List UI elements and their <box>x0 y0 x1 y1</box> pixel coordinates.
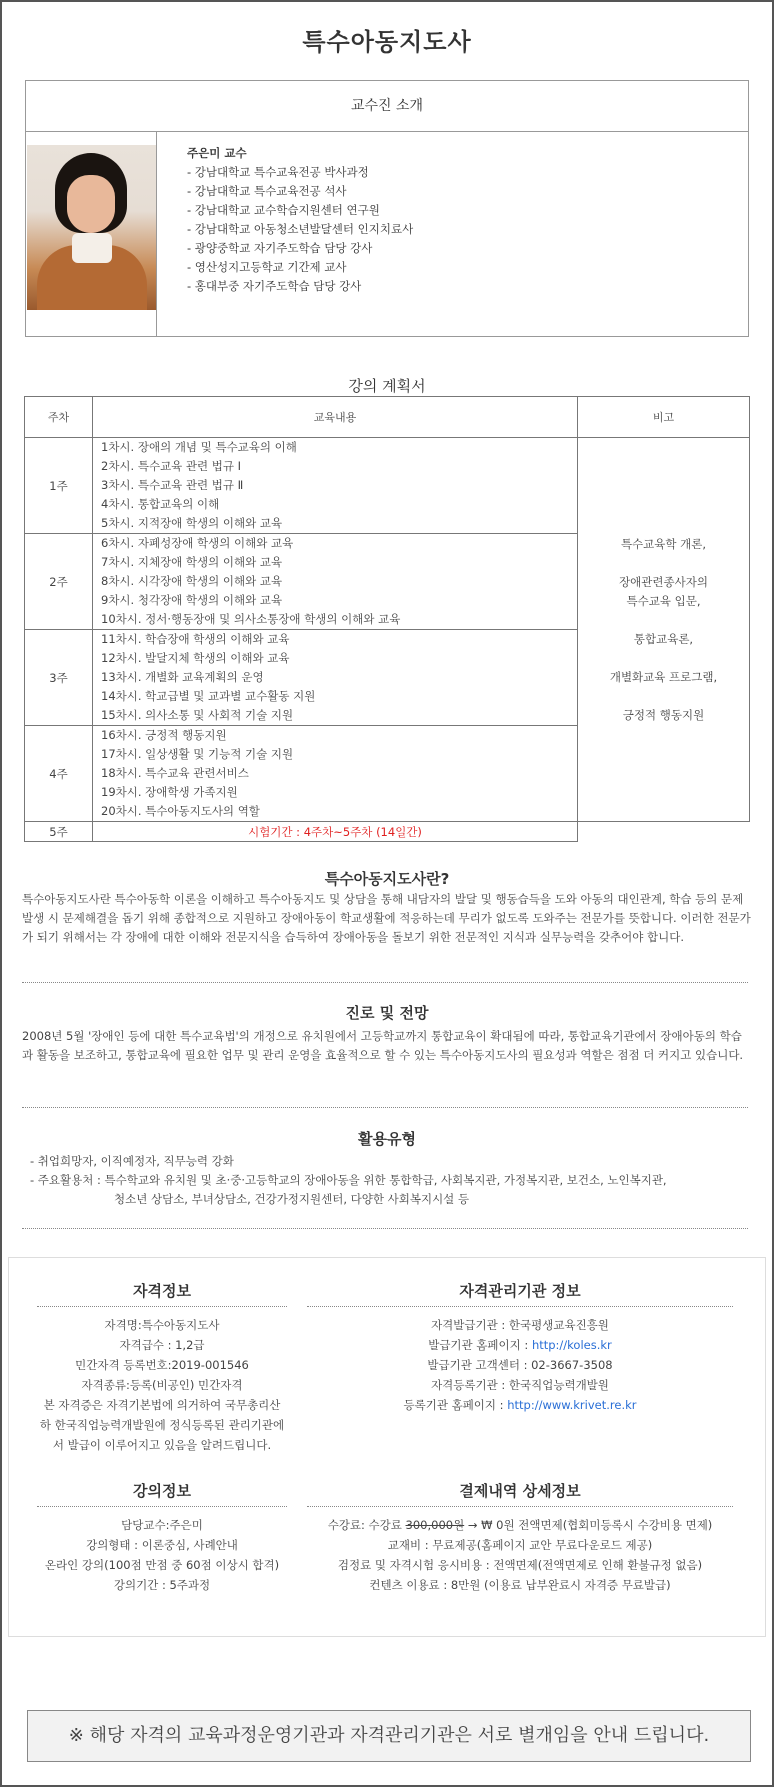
faculty-heading: 교수진 소개 <box>26 81 748 132</box>
faculty-box <box>25 80 749 337</box>
table-row-exam <box>25 822 750 842</box>
registrar-homepage-link[interactable]: http://www.krivet.re.kr <box>507 1398 637 1412</box>
professor-photo <box>27 145 156 310</box>
lesson-item: 19차시. 장애학생 가족지원 <box>101 785 238 799</box>
note-spacer <box>578 687 749 706</box>
professor-bio <box>187 144 413 296</box>
note-cell <box>578 438 750 822</box>
plan-table <box>24 396 750 842</box>
payment-info-line: 컨텐츠 이용료 : 8만원 (이용료 납부완료시 자격증 무료발급) <box>369 1578 671 1592</box>
cert-info-line: 자격종류:등록(비공인) 민간자격 <box>81 1378 243 1392</box>
week-cell: 2주 <box>25 534 93 630</box>
note-spacer <box>578 649 749 668</box>
week-cell: 5주 <box>25 822 93 842</box>
fee-line <box>307 1515 733 1535</box>
payment-info-title: 결제내역 상세정보 <box>307 1480 733 1507</box>
note-line: 통합교육론, <box>633 631 694 646</box>
lecture-info-title: 강의정보 <box>37 1480 287 1507</box>
lesson-item: 16차시. 긍정적 행동지원 <box>101 728 227 742</box>
content-cell <box>93 534 578 630</box>
header-note: 비고 <box>578 397 750 438</box>
lecture-info-line: 담당교수:주은미 <box>121 1518 203 1532</box>
week-cell: 4주 <box>25 726 93 822</box>
lesson-item: 7차시. 지체장애 학생의 이해와 교육 <box>101 555 283 569</box>
agency-info <box>307 1280 733 1415</box>
table-row <box>25 438 750 534</box>
content-cell <box>93 726 578 822</box>
cert-info-line: 하 한국직업능력개발원에 정식등록된 관리기관에 <box>39 1418 285 1432</box>
bio-line: - 영산성지고등학교 기간제 교사 <box>187 260 347 274</box>
lesson-item: 17차시. 일상생활 및 기능적 기술 지원 <box>101 747 294 761</box>
agency-info-title: 자격관리기관 정보 <box>307 1280 733 1307</box>
lesson-item: 20차시. 특수아동지도사의 역할 <box>101 804 260 818</box>
lesson-item: 18차시. 특수교육 관련서비스 <box>101 766 249 780</box>
usage-label: - 주요활용처 : <box>30 1173 105 1187</box>
bio-line: - 강남대학교 교수학습지원센터 연구원 <box>187 203 380 217</box>
divider <box>22 982 748 983</box>
homepage-label: 등록기관 홈페이지 : <box>403 1398 508 1412</box>
divider <box>22 1107 748 1108</box>
lesson-item: 12차시. 발달지체 학생의 이해와 교육 <box>101 651 290 665</box>
divider <box>22 1228 748 1229</box>
agency-info-line: 발급기관 고객센터 : 02-3667-3508 <box>427 1358 613 1372</box>
lesson-item: 8차시. 시각장애 학생의 이해와 교육 <box>101 574 283 588</box>
fee-original: 300,000원 <box>405 1518 465 1532</box>
note-line: 장애관련종사자의 <box>619 574 708 589</box>
exam-period: 시험기간 : 4주차~5주차 (14일간) <box>93 822 578 842</box>
usage-title: 활용유형 <box>358 1130 416 1148</box>
bio-line: - 강남대학교 특수교육전공 석사 <box>187 184 347 198</box>
lecture-info-line: 온라인 강의(100점 만점 중 60점 이상시 합격) <box>44 1558 280 1572</box>
cert-info-title: 자격정보 <box>37 1280 287 1307</box>
lesson-item: 4차시. 통합교육의 이해 <box>101 497 220 511</box>
lesson-item: 9차시. 청각장애 학생의 이해와 교육 <box>101 593 283 607</box>
lesson-item: 11차시. 학습장애 학생의 이해와 교육 <box>101 632 290 646</box>
lesson-item: 5차시. 지적장애 학생의 이해와 교육 <box>101 516 283 530</box>
registrar-homepage-line <box>307 1395 733 1415</box>
info-panel <box>8 1257 766 1637</box>
about-title: 특수아동지도사란? <box>324 870 450 888</box>
bio-line: - 홍대부중 자기주도학습 담당 강사 <box>187 279 362 293</box>
bio-line: - 광양중학교 자기주도학습 담당 강사 <box>187 241 373 255</box>
career-text: 2008년 5월 '장애인 등에 대한 특수교육법'의 개정으로 유치원에서 고등학교까지 통합교육이 확대됨에 따라, 통합교육기관에서 장애아동의 학습과 활동을 보조하고, 통합교육에 필요한 업무 및 관리 운영을 효율적으로 할 수 있는 특수아동지도사의 필요성과 역할은 점점 더 커지고 있습니다. <box>22 1029 744 1062</box>
usage-line: - 취업희망자, 이직예정자, 직무능력 강화 <box>30 1154 234 1168</box>
fee-suffix: → ₩ 0원 전액면제(협회미등록시 수강비용 면제) <box>464 1518 713 1532</box>
fee-prefix: 수강료: 수강료 <box>327 1518 406 1532</box>
page-title: 특수아동지도사 <box>302 28 472 56</box>
payment-info-line: 교재비 : 무료제공(홈페이지 교안 무료다운로드 제공) <box>387 1538 653 1552</box>
about-text: 특수아동지도사란 특수아동학 이론을 이해하고 특수아동지도 및 상담을 통해 내담자의 발달 및 행동습득을 도와 아동의 대인관계, 학습 등의 문제 발생 시 문제해결을 돕기 위해 종합적으로 지원하고 장애아동이 학교생활에 적응하는데 무리가 없도록 도와주는 전문가를 뜻합니다. 이러한 전문가가 되기 위해서는 각 장애에 대한 이해와 전문지식을 습득하여 장애아동을 돌보기 위한 전문적인 지식과 실무능력을 갖추어야 합니다. <box>22 892 751 944</box>
lecture-info-line: 강의기간 : 5주과정 <box>113 1578 211 1592</box>
note-spacer <box>578 611 749 630</box>
career-title: 진로 및 전망 <box>345 1004 429 1022</box>
content-cell <box>93 438 578 534</box>
lesson-item: 2차시. 특수교육 관련 법규 Ⅰ <box>101 459 242 473</box>
week-cell: 1주 <box>25 438 93 534</box>
payment-info <box>307 1480 733 1595</box>
lesson-item: 13차시. 개별화 교육계획의 운영 <box>101 670 264 684</box>
bio-line: - 강남대학교 특수교육전공 박사과정 <box>187 165 369 179</box>
note-line: 긍정적 행동지원 <box>622 707 705 722</box>
homepage-label: 발급기관 홈페이지 : <box>428 1338 532 1352</box>
lecture-info <box>37 1480 287 1595</box>
note-line: 개별화교육 프로그램, <box>609 669 718 684</box>
cert-info-line: 자격명:특수아동지도사 <box>104 1318 220 1332</box>
week-cell: 3주 <box>25 630 93 726</box>
cert-info-line: 서 발급이 이루어지고 있음을 알려드립니다. <box>52 1438 272 1452</box>
lesson-item: 10차시. 정서·행동장애 및 의사소통장애 학생의 이해와 교육 <box>101 612 401 626</box>
note-line: 특수교육학 개론, <box>620 536 707 551</box>
bio-line: - 강남대학교 아동청소년발달센터 인지치료사 <box>187 222 414 236</box>
agency-homepage-line <box>307 1335 733 1355</box>
lesson-item: 1차시. 장애의 개념 및 특수교육의 이해 <box>101 440 297 454</box>
lesson-item: 6차시. 자폐성장애 학생의 이해와 교육 <box>101 536 294 550</box>
cert-info <box>37 1280 287 1455</box>
issuer-homepage-link[interactable]: http://koles.kr <box>531 1338 612 1352</box>
usage-list <box>30 1152 667 1209</box>
cert-info-line: 자격급수 : 1,2급 <box>119 1338 205 1352</box>
agency-info-line: 자격발급기관 : 한국평생교육진흥원 <box>431 1318 609 1332</box>
lecture-info-line: 강의형태 : 이론중심, 사례안내 <box>86 1538 238 1552</box>
cert-info-line: 민간자격 등록번호:2019-001546 <box>75 1358 249 1372</box>
note-spacer <box>578 554 749 573</box>
lesson-item: 3차시. 특수교육 관련 법규 Ⅱ <box>101 478 244 492</box>
lesson-item: 15차시. 의사소통 및 사회적 기술 지원 <box>101 708 294 722</box>
usage-line: 청소년 상담소, 부녀상담소, 건강가정지원센터, 다양한 사회복지시설 등 <box>114 1192 470 1206</box>
usage-line: 특수학교와 유치원 및 초·중·고등학교의 장애아동을 위한 통합학급, 사회복지관, 가정복지관, 보건소, 노인복지관, <box>104 1173 667 1187</box>
plan-title: 강의 계획서 <box>348 377 426 395</box>
notice-banner: ※ 해당 자격의 교육과정운영기관과 자격관리기관은 서로 별개임을 안내 드립니다. <box>27 1710 751 1762</box>
note-line: 특수교육 입문, <box>626 593 701 608</box>
lesson-item: 14차시. 학교급별 및 교과별 교수활동 지원 <box>101 689 316 703</box>
cert-info-line: 본 자격증은 자격기본법에 의거하여 국무총리산 <box>43 1398 281 1412</box>
professor-name: 주은미 교수 <box>187 146 247 160</box>
payment-info-line: 검정료 및 자격시험 응시비용 : 전액면제(전액면제로 인해 환불규정 없음) <box>337 1558 703 1572</box>
header-week: 주차 <box>25 397 93 438</box>
photo-cell <box>26 132 157 336</box>
content-cell <box>93 630 578 726</box>
agency-info-line: 자격등록기관 : 한국직업능력개발원 <box>431 1378 609 1392</box>
header-content: 교육내용 <box>93 397 578 438</box>
